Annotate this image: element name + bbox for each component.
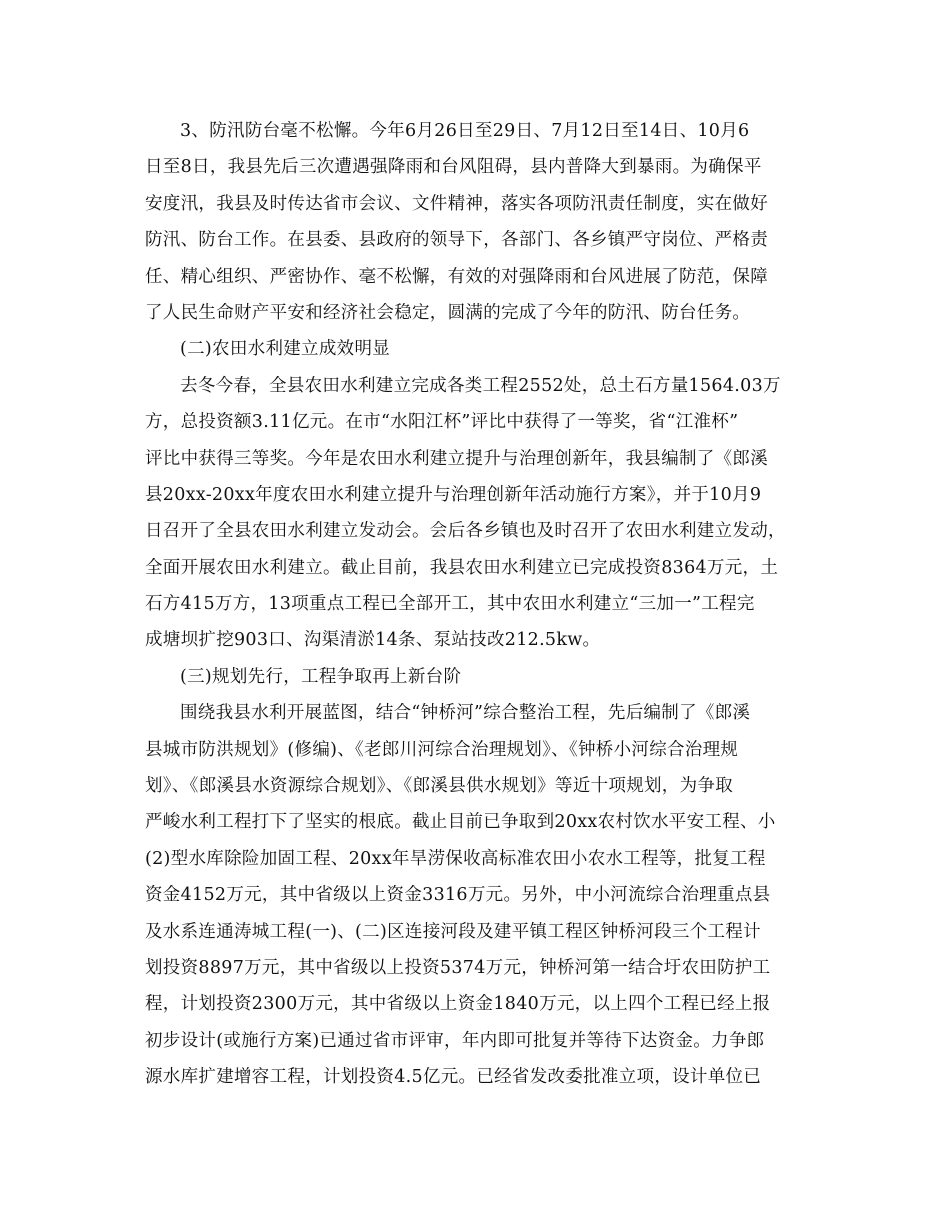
text-line: 日召开了全县农田水利建立发动会。会后各乡镇也及时召开了农田水利建立发动， [145, 521, 786, 542]
text-line: 任、精心组织、严密协作、毫不松懈，有效的对强降雨和台风进展了防范，保障 [145, 266, 768, 287]
text-line: 全面开展农田水利建立。截止目前，我县农田水利建立已完成投资8364万元，土 [145, 557, 779, 578]
text-line: 严峻水利工程打下了坚实的根底。截止目前已争取到20xx农村饮水平安工程、小 [145, 812, 776, 833]
text-line: 方，总投资额3.11亿元。在市“水阳江杯”评比中获得了一等奖，省“江淮杯” [145, 412, 739, 433]
text-line: 程，计划投资2300万元，其中省级以上资金1840万元，以上四个工程已经上报 [145, 994, 771, 1015]
text-line: 资金4152万元，其中省级以上资金3316万元。另外，中小河流综合治理重点县 [145, 885, 771, 906]
text-line: 县城市防洪规划》(修编)、《老郎川河综合治理规划》、《钟桥小河综合治理规 [145, 739, 739, 760]
text-line: 防汛、防台工作。在县委、县政府的领导下，各部门、各乡镇严守岗位、严格责 [145, 230, 768, 251]
text-line: 初步设计(或施行方案)已通过省市评审，年内即可批复并等待下达资金。力争郎 [145, 1030, 765, 1051]
text-line: 3、防汛防台毫不松懈。今年6月26日至29日、7月12日至14日、10月6 [180, 121, 750, 141]
text-line: 石方415万方，13项重点工程已全部开工，其中农田水利建立“三加一”工程完 [145, 594, 755, 615]
text-line: 源水库扩建增容工程，计划投资4.5亿元。已经省发改委批准立项，设计单位已 [145, 1067, 762, 1088]
text-line: 县20xx-20xx年度农田水利建立提升与治理创新年活动施行方案》，并于10月9 [145, 484, 762, 505]
text-line: (2)型水库除险加固工程、20xx年旱涝保收高标准农田小农水工程等，批复工程 [145, 848, 766, 869]
text-line: 围绕我县水利开展蓝图，结合“钟桥河”综合整治工程，先后编制了《郎溪 [180, 703, 751, 724]
text-line: 成塘坝扩挖903口、沟渠清淤14条、泵站技改212.5kw。 [145, 630, 601, 651]
text-line: 安度汛，我县及时传达省市会议、文件精神，落实各项防汛责任制度，实在做好 [145, 193, 768, 214]
section-heading: (三)规划先行，工程争取再上新台阶 [180, 666, 462, 687]
text-line: 去冬今春，全县农田水利建立完成各类工程2552处，总土石方量1564.03万 [180, 375, 781, 396]
text-line: 划投资8897万元，其中省级以上投资5374万元，钟桥河第一结合圩农田防护工 [145, 957, 771, 978]
text-line: 了人民生命财产平安和经济社会稳定，圆满的完成了今年的防汛、防台任务。 [145, 302, 751, 323]
text-line: 评比中获得三等奖。今年是农田水利建立提升与治理创新年，我县编制了《郎溪 [145, 448, 768, 469]
text-line: 划》、《郎溪县水资源综合规划》、《郎溪县供水规划》等近十项规划，为争取 [145, 776, 733, 797]
document-body [145, 113, 807, 1096]
text-line: 日至8日，我县先后三次遭遇强降雨和台风阻碍，县内普降大到暴雨。为确保平 [145, 157, 762, 178]
text-line: 及水系连通涛城工程(一)、(二)区连接河段及建平镇工程区钟桥河段三个工程计 [145, 921, 761, 942]
section-heading: (二)农田水利建立成效明显 [180, 339, 391, 360]
